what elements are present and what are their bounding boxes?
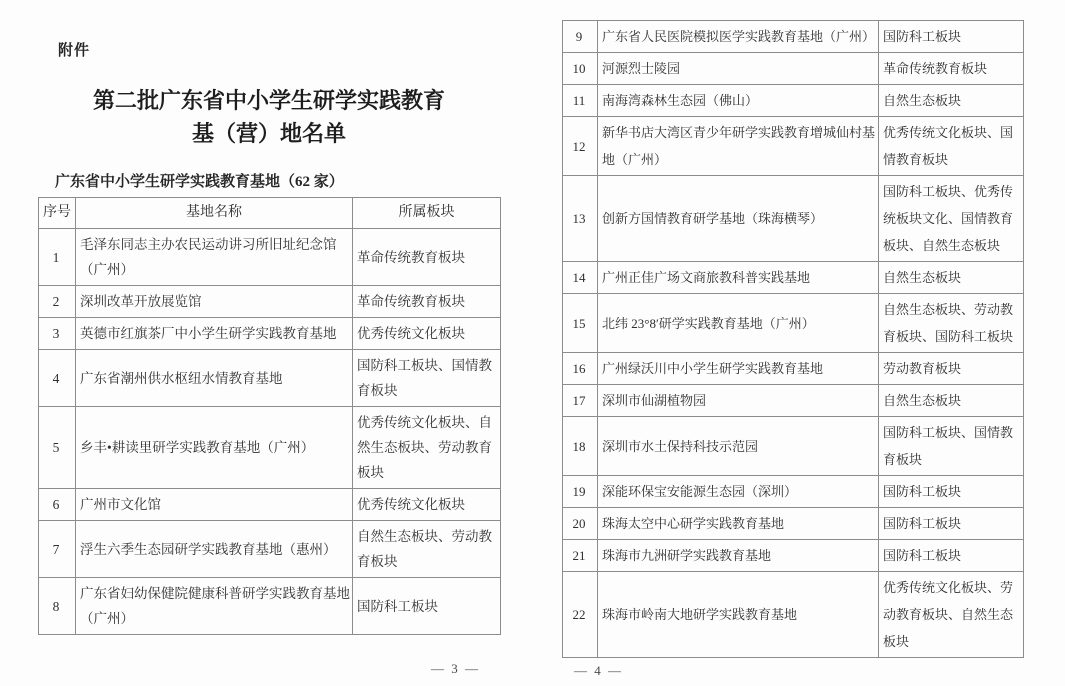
table-row [563, 417, 1024, 476]
category-cell: 国防科工板块、国情教育板块 [879, 417, 1024, 476]
row-number-cell: 12 [563, 117, 598, 176]
table-row [563, 85, 1024, 117]
table-row [563, 508, 1024, 540]
bases-table-page4 [562, 20, 1024, 658]
table-row [563, 385, 1024, 417]
base-name-cell: 河源烈士陵园 [598, 53, 879, 85]
base-name-cell: 广东省人民医院模拟医学实践教育基地（广州） [598, 21, 879, 53]
row-number-cell: 19 [563, 476, 598, 508]
col-header-base-name: 基地名称 [76, 198, 353, 229]
table-row [563, 21, 1024, 53]
row-number-cell: 15 [563, 294, 598, 353]
row-number-cell: 8 [39, 578, 76, 635]
base-name-cell: 创新方国情教育研学基地（珠海横琴） [598, 176, 879, 262]
table-row [563, 476, 1024, 508]
page-number-4: — 4 — [574, 663, 623, 678]
table-row [39, 578, 501, 635]
row-number-cell: 6 [39, 489, 76, 521]
row-number-cell: 9 [563, 21, 598, 53]
base-name-cell: 乡丰•耕读里研学实践教育基地（广州） [76, 407, 353, 489]
base-name-cell: 珠海太空中心研学实践教育基地 [598, 508, 879, 540]
base-name-cell: 广州正佳广场文商旅教科普实践基地 [598, 262, 879, 294]
category-cell: 国防科工板块 [879, 476, 1024, 508]
category-cell: 自然生态板块、劳动教育板块、国防科工板块 [879, 294, 1024, 353]
row-number-cell: 11 [563, 85, 598, 117]
base-name-cell: 深圳市仙湖植物园 [598, 385, 879, 417]
table-header-row [39, 198, 501, 229]
base-name-cell: 南海湾森林生态园（佛山） [598, 85, 879, 117]
row-number-cell: 10 [563, 53, 598, 85]
col-header-serial: 序号 [39, 198, 76, 229]
category-cell: 优秀传统文化板块、自然生态板块、劳动教育板块 [353, 407, 501, 489]
base-name-cell: 深圳改革开放展览馆 [76, 286, 353, 318]
base-name-cell: 英德市红旗茶厂中小学生研学实践教育基地 [76, 318, 353, 350]
page-title-line2: 基（营）地名单 [191, 121, 346, 146]
category-cell: 自然生态板块 [879, 262, 1024, 294]
table-row [563, 53, 1024, 85]
row-number-cell: 16 [563, 353, 598, 385]
table-row [39, 229, 501, 286]
row-number-cell: 21 [563, 540, 598, 572]
page-number-3: — 3 — [431, 661, 480, 676]
row-number-cell: 1 [39, 229, 76, 286]
category-cell: 国防科工板块 [879, 540, 1024, 572]
base-name-cell: 广州绿沃川中小学生研学实践教育基地 [598, 353, 879, 385]
table-row [563, 176, 1024, 262]
attachment-label: 附件 [58, 43, 91, 59]
category-cell: 自然生态板块、劳动教育板块 [353, 521, 501, 578]
base-name-cell: 毛泽东同志主办农民运动讲习所旧址纪念馆（广州） [76, 229, 353, 286]
table-row [563, 540, 1024, 572]
category-cell: 优秀传统文化板块 [353, 318, 501, 350]
table-row [39, 350, 501, 407]
row-number-cell: 14 [563, 262, 598, 294]
category-cell: 革命传统教育板块 [353, 229, 501, 286]
col-header-category: 所属板块 [353, 198, 501, 229]
table-row [563, 294, 1024, 353]
table-row [39, 286, 501, 318]
row-number-cell: 7 [39, 521, 76, 578]
category-cell: 国防科工板块 [353, 578, 501, 635]
category-cell: 优秀传统文化板块、劳动教育板块、自然生态板块 [879, 572, 1024, 658]
bases-table-page3 [38, 197, 501, 635]
category-cell: 革命传统教育板块 [879, 53, 1024, 85]
base-name-cell: 广东省潮州供水枢纽水情教育基地 [76, 350, 353, 407]
category-cell: 国防科工板块、优秀传统板块文化、国情教育板块、自然生态板块 [879, 176, 1024, 262]
table-row [39, 318, 501, 350]
row-number-cell: 22 [563, 572, 598, 658]
category-cell: 革命传统教育板块 [353, 286, 501, 318]
page-title [38, 84, 500, 150]
row-number-cell: 20 [563, 508, 598, 540]
base-name-cell: 浮生六季生态园研学实践教育基地（惠州） [76, 521, 353, 578]
page-title-line1: 第二批广东省中小学生研学实践教育 [92, 88, 445, 113]
category-cell: 国防科工板块 [879, 21, 1024, 53]
category-cell: 国防科工板块 [879, 508, 1024, 540]
table-row [39, 521, 501, 578]
row-number-cell: 5 [39, 407, 76, 489]
base-name-cell: 广州市文化馆 [76, 489, 353, 521]
base-name-cell: 新华书店大湾区青少年研学实践教育增城仙村基地（广州） [598, 117, 879, 176]
row-number-cell: 17 [563, 385, 598, 417]
row-number-cell: 13 [563, 176, 598, 262]
category-cell: 自然生态板块 [879, 385, 1024, 417]
category-cell: 优秀传统文化板块 [353, 489, 501, 521]
row-number-cell: 2 [39, 286, 76, 318]
category-cell: 优秀传统文化板块、国情教育板块 [879, 117, 1024, 176]
row-number-cell: 4 [39, 350, 76, 407]
table-row [563, 262, 1024, 294]
section-subtitle: 广东省中小学生研学实践教育基地（62 家） [55, 174, 344, 190]
category-cell: 劳动教育板块 [879, 353, 1024, 385]
base-name-cell: 广东省妇幼保健院健康科普研学实践教育基地（广州） [76, 578, 353, 635]
row-number-cell: 18 [563, 417, 598, 476]
base-name-cell: 深能环保宝安能源生态园（深圳） [598, 476, 879, 508]
table-row [563, 117, 1024, 176]
base-name-cell: 珠海市岭南大地研学实践教育基地 [598, 572, 879, 658]
base-name-cell: 深圳市水土保持科技示范园 [598, 417, 879, 476]
table-row [563, 572, 1024, 658]
table-row [563, 353, 1024, 385]
category-cell: 国防科工板块、国情教育板块 [353, 350, 501, 407]
table-row [39, 489, 501, 521]
row-number-cell: 3 [39, 318, 76, 350]
table-row [39, 407, 501, 489]
category-cell: 自然生态板块 [879, 85, 1024, 117]
base-name-cell: 珠海市九洲研学实践教育基地 [598, 540, 879, 572]
base-name-cell: 北纬 23°8′研学实践教育基地（广州） [598, 294, 879, 353]
